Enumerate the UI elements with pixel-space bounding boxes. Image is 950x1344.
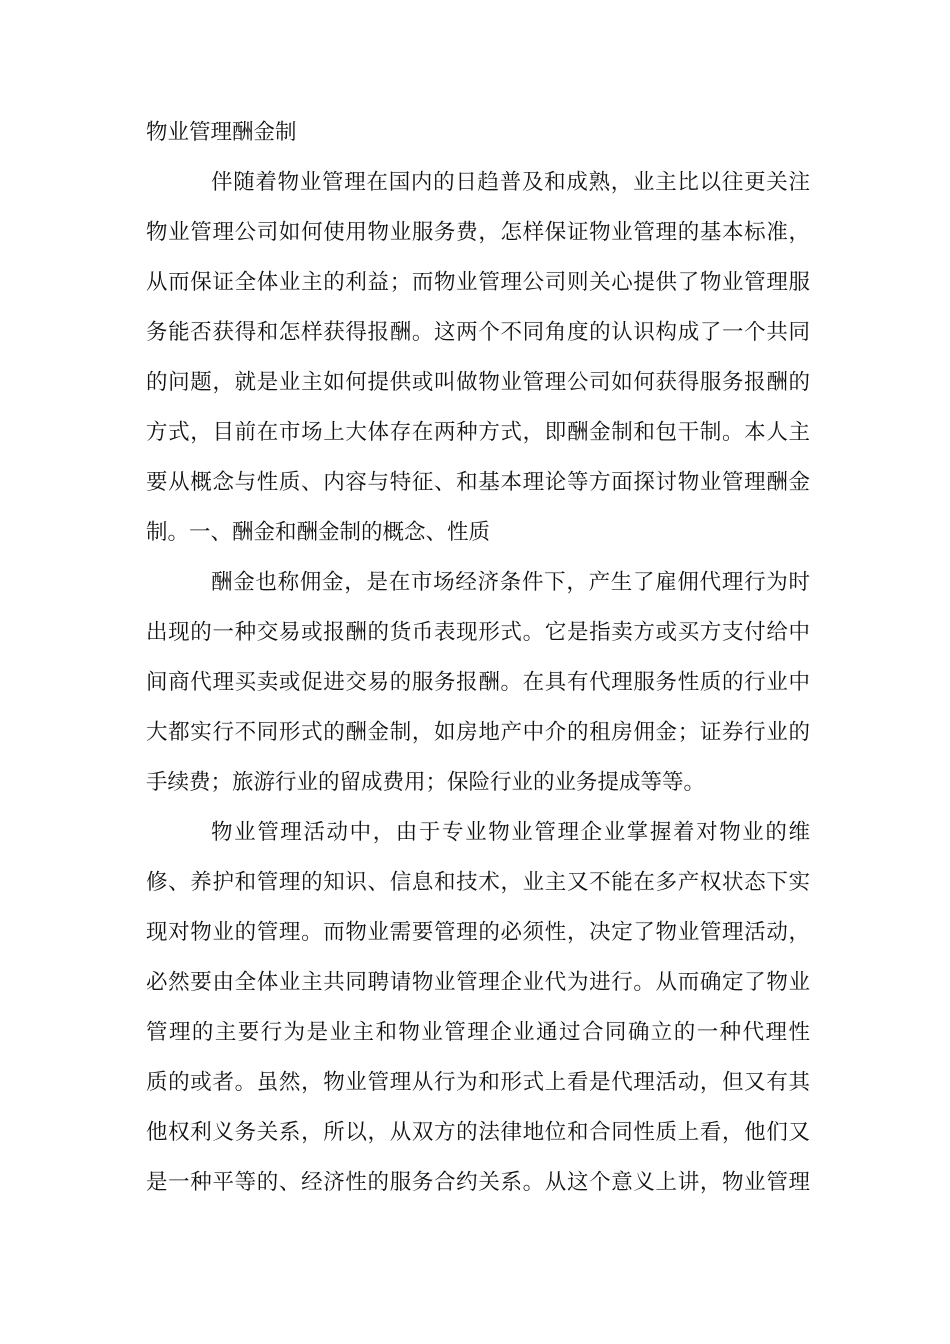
- document-body: [146, 108, 810, 1208]
- paragraph-1: [146, 158, 810, 558]
- text-line: 从而保证全体业主的利益；而物业管理公司则关心提供了物业管理服: [146, 270, 810, 295]
- text-line: 手续费；旅游行业的留成费用；保险行业的业务提成等等。: [146, 770, 706, 795]
- text-line: 务能否获得和怎样获得报酬。这两个不同角度的认识构成了一个共同: [146, 320, 810, 345]
- text-line: 管理的主要行为是业主和物业管理企业通过合同确立的一种代理性: [146, 1020, 810, 1045]
- text-line: 的问题，就是业主如何提供或叫做物业管理公司如何获得服务报酬的: [146, 370, 810, 395]
- text-line: 大都实行不同形式的酬金制，如房地产中介的租房佣金；证券行业的: [146, 720, 810, 745]
- text-line: 物业管理活动中，由于专业物业管理企业掌握着对物业的维: [211, 820, 810, 845]
- text-line: 物业管理公司如何使用物业服务费，怎样保证物业管理的基本标准，: [146, 220, 810, 245]
- text-line: 是一种平等的、经济性的服务合约关系。从这个意义上讲，物业管理: [146, 1170, 810, 1195]
- paragraph-3: [146, 808, 810, 1208]
- text-line: 酬金也称佣金，是在市场经济条件下，产生了雇佣代理行为时: [211, 570, 810, 595]
- text-line: 修、养护和管理的知识、信息和技术，业主又不能在多产权状态下实: [146, 870, 810, 895]
- text-line: 方式，目前在市场上大体存在两种方式，即酬金制和包干制。本人主: [146, 420, 810, 445]
- text-line: 制。一、酬金和酬金制的概念、性质: [146, 520, 491, 545]
- text-line: 现对物业的管理。而物业需要管理的必须性，决定了物业管理活动，: [146, 920, 810, 945]
- text-line: 质的或者。虽然，物业管理从行为和形式上看是代理活动，但又有其: [146, 1070, 810, 1095]
- text-line: 要从概念与性质、内容与特征、和基本理论等方面探讨物业管理酬金: [146, 470, 810, 495]
- paragraph-2: [146, 558, 810, 808]
- document-title: 物业管理酬金制: [146, 120, 297, 145]
- text-line: 间商代理买卖或促进交易的服务报酬。在具有代理服务性质的行业中: [146, 670, 810, 695]
- text-line: 出现的一种交易或报酬的货币表现形式。它是指卖方或买方支付给中: [146, 620, 810, 645]
- text-line: 他权利义务关系，所以，从双方的法律地位和合同性质上看，他们又: [146, 1120, 810, 1145]
- text-line: 必然要由全体业主共同聘请物业管理企业代为进行。从而确定了物业: [146, 970, 810, 995]
- text-line: 伴随着物业管理在国内的日趋普及和成熟，业主比以往更关注: [211, 170, 810, 195]
